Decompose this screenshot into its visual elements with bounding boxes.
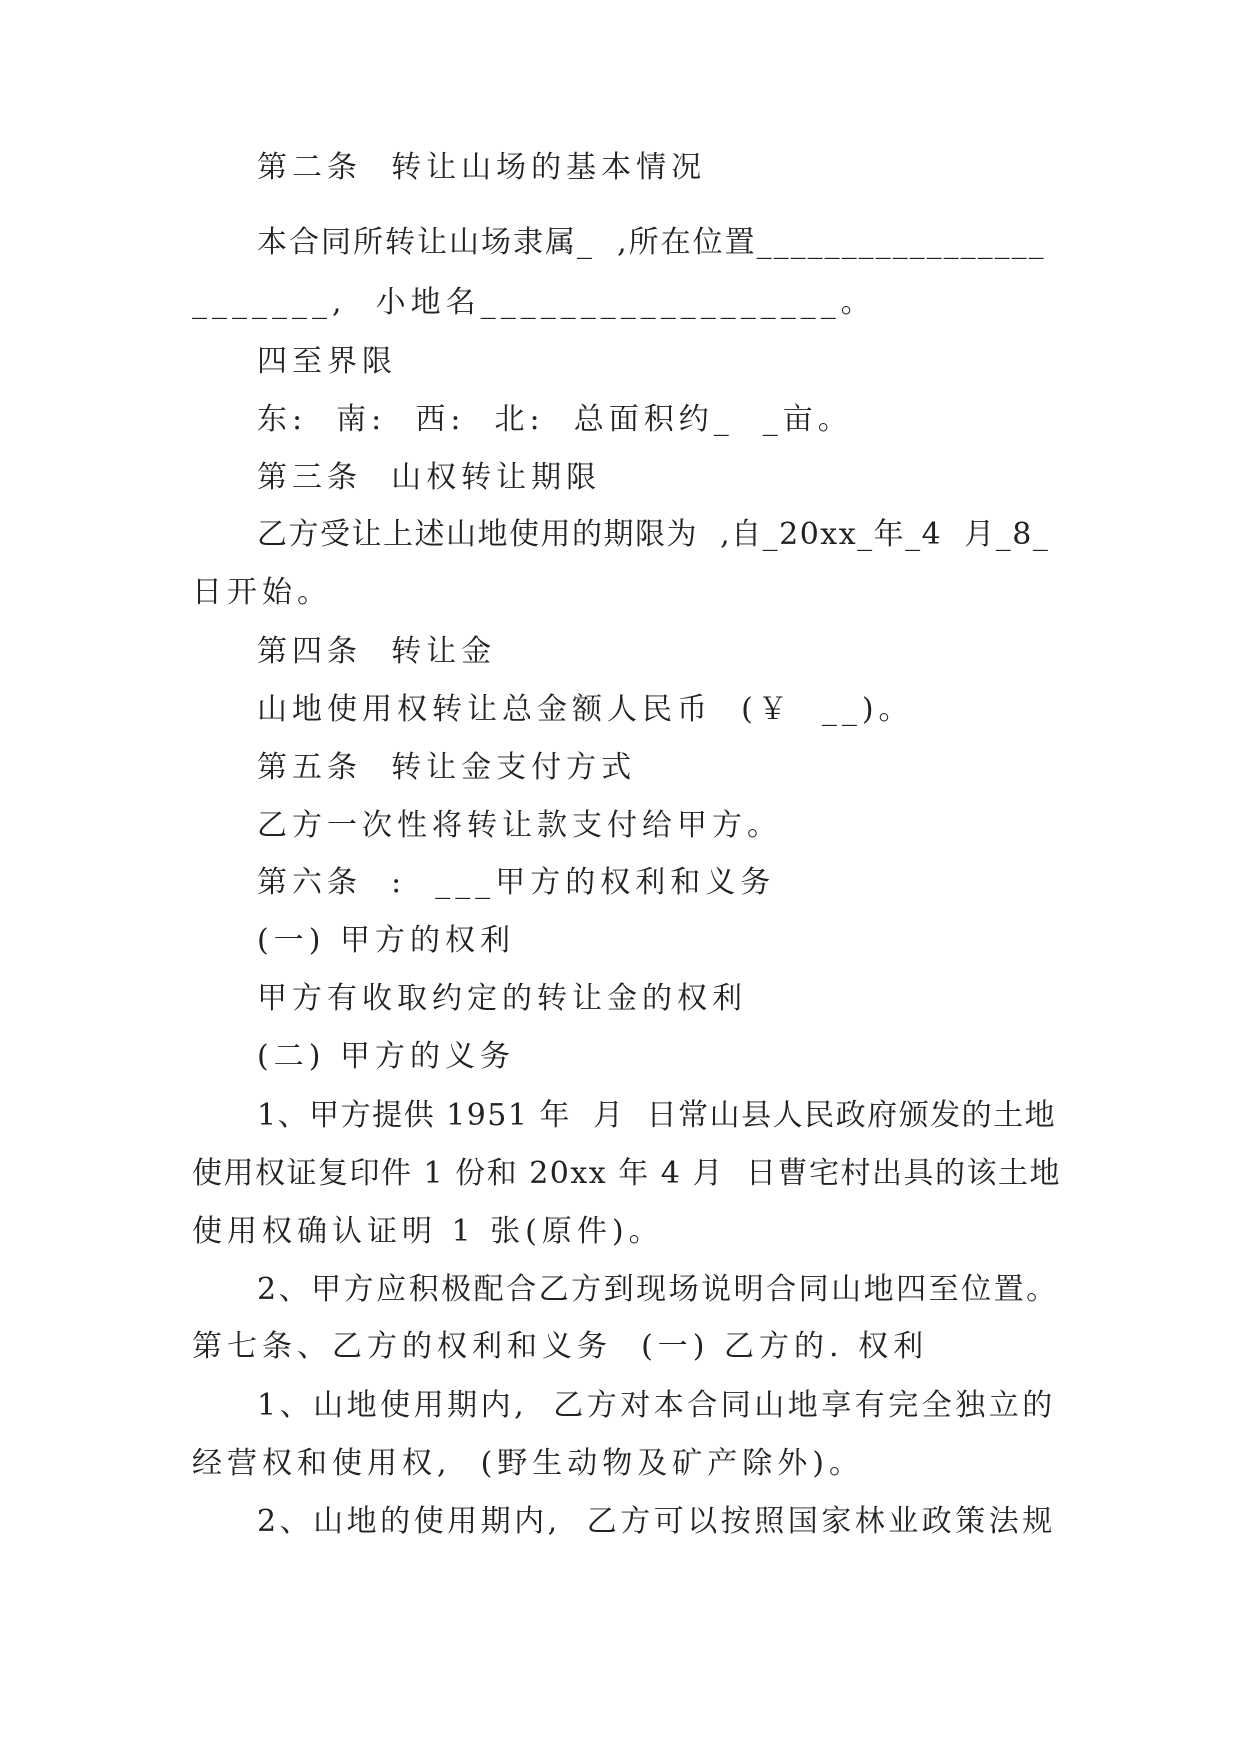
text-line: 2、甲方应积极配合乙方到现场说明合同山地四至位置。 bbox=[257, 1272, 1059, 1307]
text-line: 东: 南: 西: 北: 总面积约_ _亩。 bbox=[257, 402, 853, 437]
text-line: 日开始。 bbox=[192, 575, 332, 610]
text-line: _______, 小地名__________________。 bbox=[192, 285, 876, 320]
article-4-heading: 第四条 转让金 bbox=[257, 634, 497, 669]
text-line: 乙方一次性将转让款支付给甲方。 bbox=[257, 808, 782, 843]
article-2-heading: 第二条 转让山场的基本情况 bbox=[257, 150, 707, 185]
subsection-heading: (二) 甲方的义务 bbox=[257, 1039, 515, 1074]
text-line: 使用权确认证明 1 张(原件)。 bbox=[192, 1214, 664, 1249]
text-line: 1、甲方提供 1951 年 月 日常山县人民政府颁发的土地 bbox=[257, 1098, 1057, 1133]
text-line: 2、山地的使用期内, 乙方可以按照国家林业政策法规 bbox=[257, 1504, 1056, 1539]
text-line: 1、山地使用期内, 乙方对本合同山地享有完全独立的 bbox=[257, 1388, 1056, 1423]
text-line: 使用权证复印件 1 份和 20xx 年 4 月 日曹宅村出具的该土地 bbox=[192, 1156, 1061, 1191]
article-3-heading: 第三条 山权转让期限 bbox=[257, 460, 602, 495]
text-line: 山地使用权转让总金额人民币 (￥ __)。 bbox=[257, 692, 914, 727]
subheading-boundaries: 四至界限 bbox=[257, 344, 397, 379]
subsection-heading: (一) 甲方的权利 bbox=[257, 923, 515, 958]
text-line: 本合同所转让山场隶属_ ,所在位置_________________ bbox=[257, 225, 1046, 260]
article-5-heading: 第五条 转让金支付方式 bbox=[257, 750, 637, 785]
text-line: 经营权和使用权, (野生动物及矿产除外)。 bbox=[192, 1446, 865, 1481]
text-line: 甲方有收取约定的转让金的权利 bbox=[257, 981, 747, 1016]
article-6-heading: 第六条 : ___甲方的权利和义务 bbox=[257, 865, 776, 900]
article-7-heading: 第七条、乙方的权利和义务 (一) 乙方的. 权利 bbox=[192, 1329, 929, 1364]
text-line: 乙方受让上述山地使用的期限为 ,自_20xx_年_4 月_8_ bbox=[257, 517, 1050, 552]
